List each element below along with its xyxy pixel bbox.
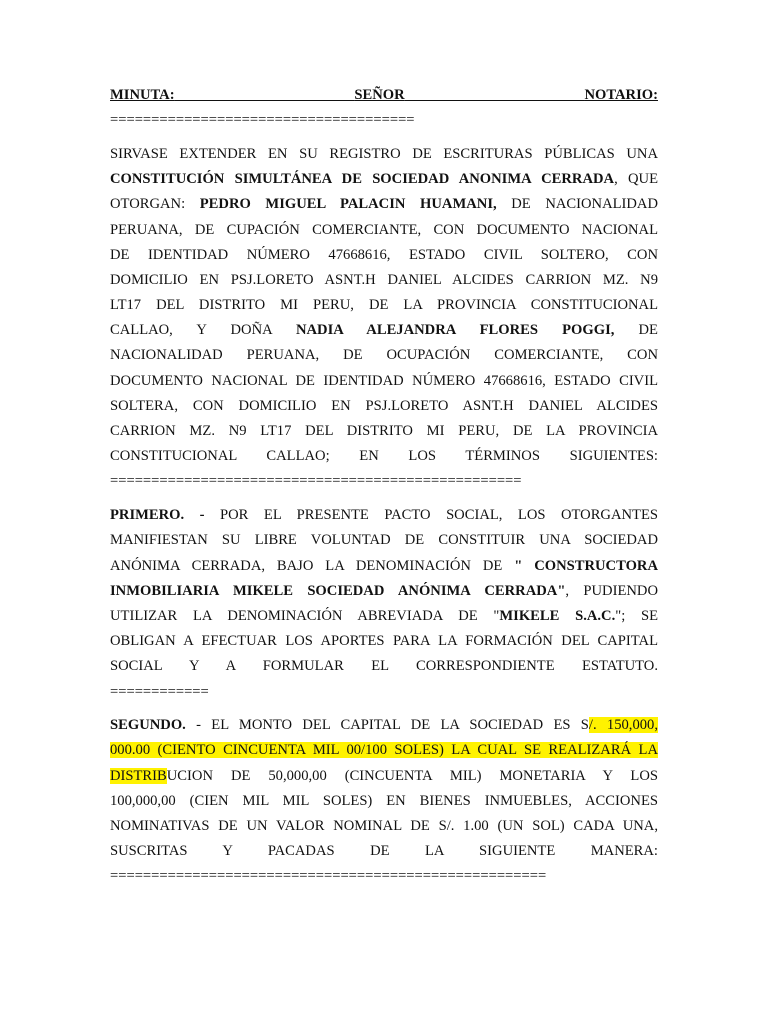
clause-line: OBLIGAN A EFECTUAR LOS APORTES PARA LA FORMACIÓN DEL CAPITAL: [110, 633, 658, 650]
clause-line: [110, 738, 658, 763]
clause-line: MANIFIESTAN SU LIBRE VOLUNTAD DE CONSTITUIR UNA SOCIEDAD: [110, 532, 658, 549]
grantor-name-2: NADIA ALEJANDRA FLORES POGGI,: [295, 322, 615, 339]
intro-text: , QUE: [614, 171, 659, 188]
intro-line: DOCUMENTO NACIONAL DE IDENTIDAD NÚMERO 47668616, ESTADO CIVIL: [110, 372, 658, 389]
intro-bold-text: CONSTITUCIÓN SIMULTÁNEA DE SOCIEDAD ANONIMA CERRADA: [110, 171, 615, 188]
intro-line: NACIONALIDAD PERUANA, DE OCUPACIÓN COMERCIANTE, CON: [110, 347, 658, 364]
intro-rule: ==================================================: [110, 473, 522, 490]
grantor-name-1: PEDRO MIGUEL PALACIN HUAMANI,: [199, 196, 497, 213]
clause-line: [110, 503, 658, 528]
title-rule: =====================================: [110, 112, 415, 129]
title-minuta: MINUTA:: [110, 87, 175, 103]
intro-line: SOLTERA, CON DOMICILIO EN PSJ.LORETO ASNT.H DANIEL ALCIDES: [110, 397, 658, 414]
title-senor: SEÑOR: [354, 87, 405, 103]
clause-line: 100,000,00 (CIEN MIL MIL SOLES) EN BIENES INMUEBLES, ACCIONES: [110, 792, 658, 809]
clause-line: [110, 579, 658, 604]
clause-text: POR EL PRESENTE PACTO SOCIAL, LOS OTORGANTES: [220, 507, 658, 524]
clause-line: [110, 554, 658, 579]
highlighted-text: DISTRIB: [110, 767, 167, 784]
segundo-rule: =====================================================: [110, 868, 547, 885]
company-abbreviation: MIKELE S.A.C.: [499, 607, 616, 624]
clause-line: SOCIAL Y A FORMULAR EL CORRESPONDIENTE ESTATUTO.: [110, 658, 658, 675]
intro-line: PERUANA, DE CUPACIÓN COMERCIANTE, CON DOCUMENTO NACIONAL: [110, 221, 658, 238]
clause-text: "; SE: [615, 607, 658, 624]
clause-text: ANÓNIMA CERRADA, BAJO LA DENOMINACIÓN DE: [110, 557, 503, 574]
clause-primero: [110, 503, 658, 705]
clause-line: [110, 713, 658, 738]
intro-line: [110, 192, 658, 217]
intro-text: OTORGAN:: [110, 196, 186, 213]
clause-segundo: [110, 713, 658, 889]
primero-rule: ============: [110, 683, 209, 700]
document-title: [110, 83, 658, 108]
intro-line: CARRION MZ. N9 LT17 DEL DISTRITO MI PERU, DE LA PROVINCIA: [110, 423, 658, 440]
company-name: INMOBILIARIA MIKELE SOCIEDAD ANÓNIMA CERRADA": [110, 582, 566, 599]
intro-text: CALLAO, Y DOÑA: [110, 322, 272, 339]
intro-line: LT17 DEL DISTRITO MI PERU, DE LA PROVINCIA CONSTITUCIONAL: [110, 297, 658, 314]
clause-text: , PUDIENDO: [565, 582, 658, 599]
intro-line: SIRVASE EXTENDER EN SU REGISTRO DE ESCRITURAS PÚBLICAS UNA: [110, 145, 658, 162]
clause-text: - EL MONTO DEL CAPITAL DE LA SOCIEDAD ES S: [196, 717, 589, 734]
intro-line: [110, 318, 658, 343]
clause-line: [110, 604, 658, 629]
highlighted-text: /. 150,000,: [588, 717, 658, 734]
clause-line: NOMINATIVAS DE UN VALOR NOMINAL DE S/. 1.00 (UN SOL) CADA UNA,: [110, 818, 658, 835]
intro-text: DE: [638, 322, 658, 339]
clause-text: UCION DE 50,000,00 (CINCUENTA MIL) MONETARIA Y LOS: [166, 767, 658, 784]
intro-line: DOMICILIO EN PSJ.LORETO ASNT.H DANIEL ALCIDES CARRION MZ. N9: [110, 271, 658, 288]
intro-line: [110, 167, 658, 192]
highlighted-text: 000.00 (CIENTO CINCUENTA MIL 00/100 SOLES) LA CUAL SE REALIZARÁ LA: [110, 742, 658, 759]
intro-line: DE IDENTIDAD NÚMERO 47668616, ESTADO CIVIL SOLTERO, CON: [110, 246, 658, 263]
intro-paragraph: [110, 142, 658, 495]
title-notario: NOTARIO:: [584, 87, 658, 103]
clause-label-primero: PRIMERO. -: [110, 507, 205, 524]
clause-label-segundo: SEGUNDO.: [110, 717, 186, 734]
clause-line: [110, 764, 658, 789]
intro-line: CONSTITUCIONAL CALLAO; EN LOS TÉRMINOS SIGUIENTES:: [110, 448, 658, 465]
clause-line: SUSCRITAS Y PACADAS DE LA SIGUIENTE MANERA:: [110, 843, 658, 860]
company-name: " CONSTRUCTORA: [514, 557, 658, 574]
intro-text: DE NACIONALIDAD: [511, 196, 658, 213]
document-body: [110, 83, 658, 890]
clause-text: UTILIZAR LA DENOMINACIÓN ABREVIADA DE ": [110, 607, 500, 624]
